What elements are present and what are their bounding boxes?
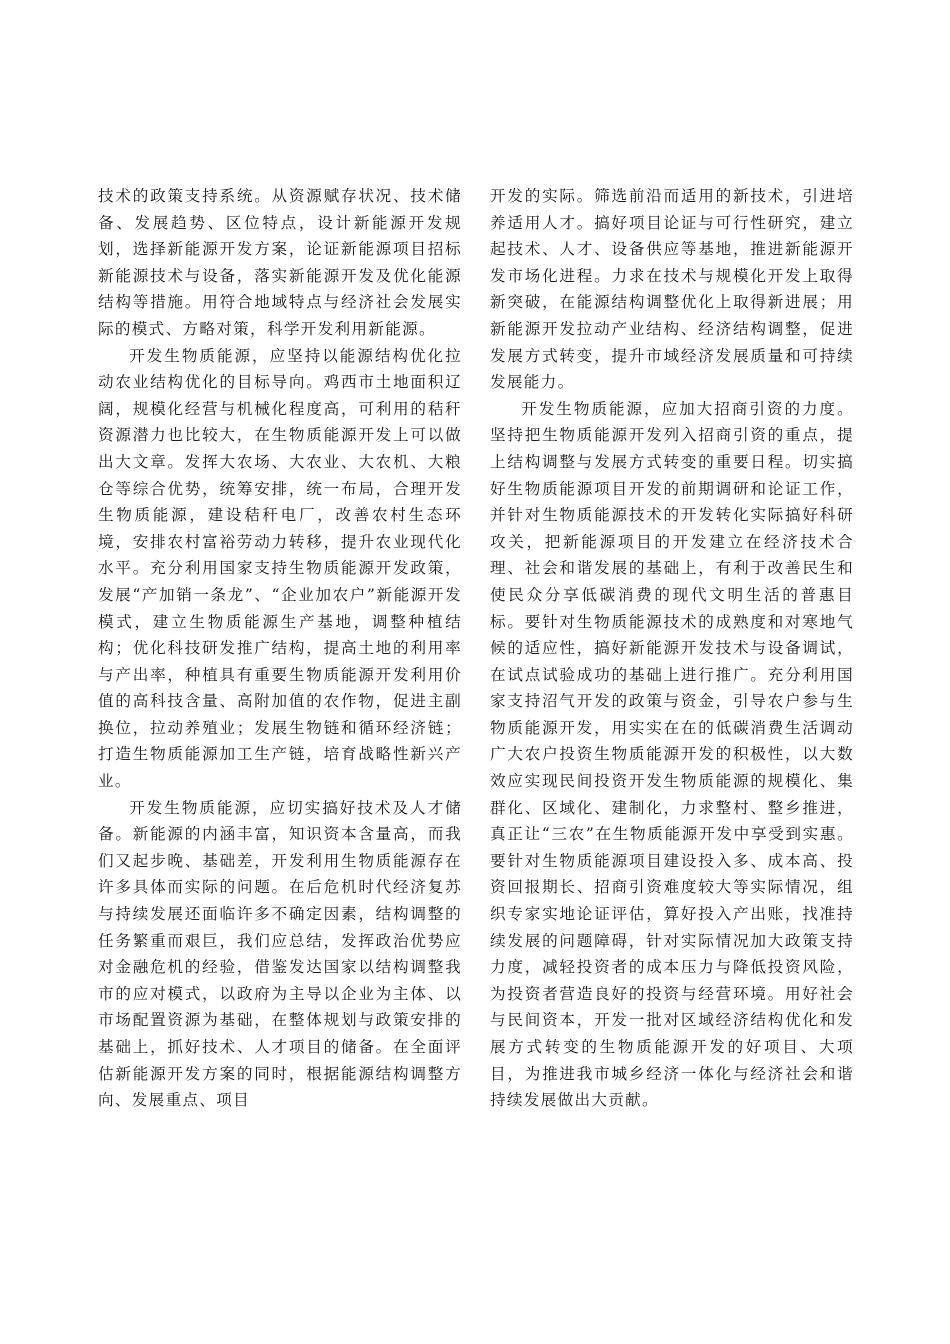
paragraph-continuation: 技术的政策支持系统。从资源赋存状况、技术储备、发展趋势、区位特点，设计新能源开发规划，选择新能源开发方案，论证新能源项目招标新能源技术与设备，落实新能源开发及优化能源结构等措施。用符合地域特点与经济社会发展实际的模式、方略对策，科学开发利用新能源。 (98, 187, 462, 338)
left-text-column (98, 183, 462, 1114)
paragraph-continuation-right: 开发的实际。筛选前沿而适用的新技术，引进培养适用人才。搞好项目论证与可行性研究，建立起技术、人才、设备供应等基地，推进新能源开发市场化进程。力求在技术与规模化开发上取得新突破，在能源结构调整优化上取得新进展；用新能源开发拉动产业结构、经济结构调整，促进发展方式转变，提升市域经济发展质量和可持续发展能力。 (490, 187, 854, 392)
paragraph-biomass-agriculture: 开发生物质能源，应坚持以能源结构优化拉动农业结构优化的目标导向。鸡西市土地面积辽阔，规模化经营与机械化程度高，可利用的秸秆资源潜力也比较大，在生物质能源开发上可以做出大文章。发挥大农场、大农业、大农机、大粮仓等综合优势，统筹安排，统一布局，合理开发生物质能源，建设秸秆电厂，改善农村生态环境，安排农村富裕劳动力转移，提升农业现代化水平。充分利用国家支持生物质能源开发政策，发展“产加销一条龙”、“企业加农户”新能源开发模式，建立生物质能源生产基地，调整种植结构；优化科技研发推广结构，提高土地的利用率与产出率，种植具有重要生物质能源开发利用价值的高科技含量、高附加值的农作物，促进主副换位，拉动养殖业；发展生物链和循环经济链；打造生物质能源加工生产链，培育战略性新兴产业。 (98, 346, 462, 791)
paragraph-technology-talent: 开发生物质能源，应切实搞好技术及人才储备。新能源的内涵丰富，知识资本含量高，而我们又起步晚、基础差，开发利用生物质能源存在许多具体而实际的问题。在后危机时代经济复苏与持续发展还面临许多不确定因素，结构调整的任务繁重而艰巨，我们应总结，发挥政治优势应对金融危机的经验，借鉴发达国家以结构调整我市的应对模式，以政府为主导以企业为主体、以市场配置资源为基础，在整体规划与政策安排的基础上，抓好技术、人才项目的储备。在全面评估新能源开发方案的同时，根据能源结构调整方向、发展重点、项目 (98, 798, 462, 1110)
paragraph-investment-attraction: 开发生物质能源，应加大招商引资的力度。坚持把生物质能源开发列入招商引资的重点，提上结构调整与发展方式转变的重要日程。切实搞好生物质能源项目开发的前期调研和论证工作，并针对生物质能源技术的开发转化实际搞好科研攻关，把新能源项目的开发建立在经济技术合理、社会和谐发展的基础上，有利于改善民生和使民众分享低碳消费的现代文明生活的普惠目标。要针对生物质能源技术的成熟度和对寒地气候的适应性，搞好新能源开发技术与设备调试，在试点试验成功的基础上进行推广。充分利用国家支持沼气开发的政策与资金，引导农户参与生物质能源开发，用实实在在的低碳消费生活调动广大农户投资生物质能源开发的积极性，以大数效应实现民间投资开发生物质能源的规模化、集群化、区域化、建制化，力求整村、整乡推进，真正让“三农”在生物质能源开发中享受到实惠。要针对生物质能源项目建设投入多、成本高、投资回报期长、招商引资难度较大等实际情况，组织专家实地论证评估，算好投入产出账，找准持续发展的问题障碍，针对实际情况加大政策支持力度，减轻投资者的成本压力与降低投资风险，为投资者营造良好的投资与经营环境。用好社会与民间资本，开发一批对区域经济结构优化和发展方式转变的生物质能源开发的好项目、大项目，为推进我市城乡经济一体化与经济社会和谐持续发展做出大贡献。 (490, 399, 854, 1110)
right-text-column (490, 183, 854, 1114)
